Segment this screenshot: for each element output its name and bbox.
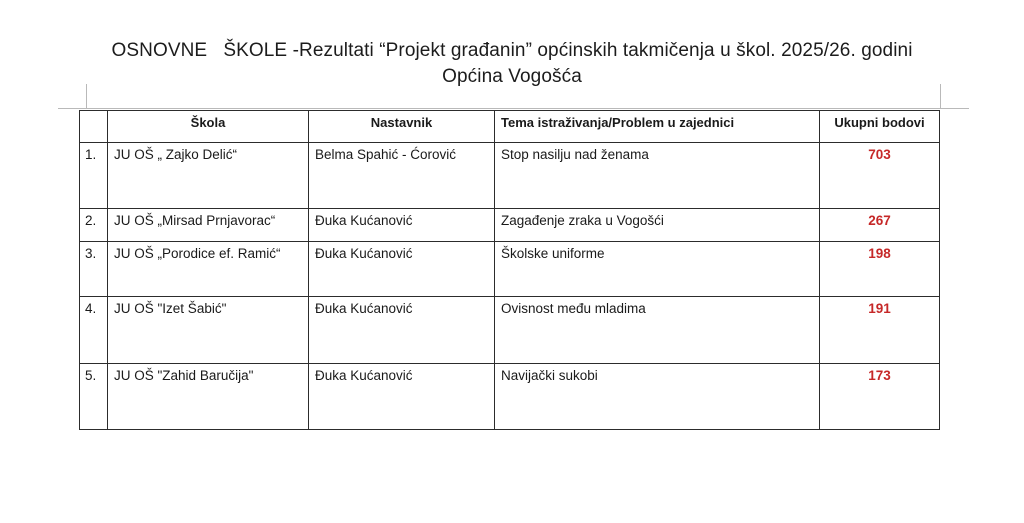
table-row bbox=[80, 297, 940, 364]
row-school: JU OŠ „Mirsad Prnjavorac“ bbox=[108, 209, 309, 242]
page-guide-mark-right bbox=[940, 84, 941, 108]
column-header-topic: Tema istraživanja/Problem u zajednici bbox=[495, 111, 820, 143]
column-header-school: Škola bbox=[108, 111, 309, 143]
page-guide-line bbox=[58, 108, 969, 109]
row-school: JU OŠ „Porodice ef. Ramić“ bbox=[108, 242, 309, 297]
row-points: 198 bbox=[820, 242, 940, 297]
document-title: OSNOVNE ŠKOLE -Rezultati “Projekt građanin” općinskih takmičenja u škol. 2025/26. godini bbox=[111, 40, 913, 61]
table-row bbox=[80, 209, 940, 242]
row-teacher: Đuka Kućanović bbox=[309, 242, 495, 297]
table-header-row bbox=[80, 111, 940, 143]
row-teacher: Đuka Kućanović bbox=[309, 209, 495, 242]
row-school: JU OŠ "Zahid Baručija" bbox=[108, 364, 309, 430]
row-points: 267 bbox=[820, 209, 940, 242]
table-row bbox=[80, 143, 940, 209]
page-guide-mark-left bbox=[86, 84, 87, 108]
row-teacher: Belma Spahić - Ćorović bbox=[309, 143, 495, 209]
column-header-teacher: Nastavnik bbox=[309, 111, 495, 143]
row-topic: Ovisnost među mladima bbox=[495, 297, 820, 364]
row-number: 4. bbox=[80, 297, 108, 364]
row-teacher: Đuka Kućanović bbox=[309, 364, 495, 430]
column-header-points: Ukupni bodovi bbox=[820, 111, 940, 143]
row-number: 1. bbox=[80, 143, 108, 209]
row-topic: Navijački sukobi bbox=[495, 364, 820, 430]
row-topic: Zagađenje zraka u Vogošći bbox=[495, 209, 820, 242]
row-number: 2. bbox=[80, 209, 108, 242]
row-school: JU OŠ "Izet Šabić" bbox=[108, 297, 309, 364]
row-points: 703 bbox=[820, 143, 940, 209]
table-row bbox=[80, 364, 940, 430]
row-topic: Stop nasilju nad ženama bbox=[495, 143, 820, 209]
row-number: 5. bbox=[80, 364, 108, 430]
row-topic: Školske uniforme bbox=[495, 242, 820, 297]
results-table bbox=[79, 110, 940, 430]
row-points: 191 bbox=[820, 297, 940, 364]
table-row bbox=[80, 242, 940, 297]
row-school: JU OŠ „ Zajko Delić“ bbox=[108, 143, 309, 209]
row-number: 3. bbox=[80, 242, 108, 297]
row-points: 173 bbox=[820, 364, 940, 430]
document-subtitle: Općina Vogošća bbox=[442, 66, 582, 87]
row-teacher: Đuka Kućanović bbox=[309, 297, 495, 364]
column-header-number bbox=[80, 111, 108, 143]
